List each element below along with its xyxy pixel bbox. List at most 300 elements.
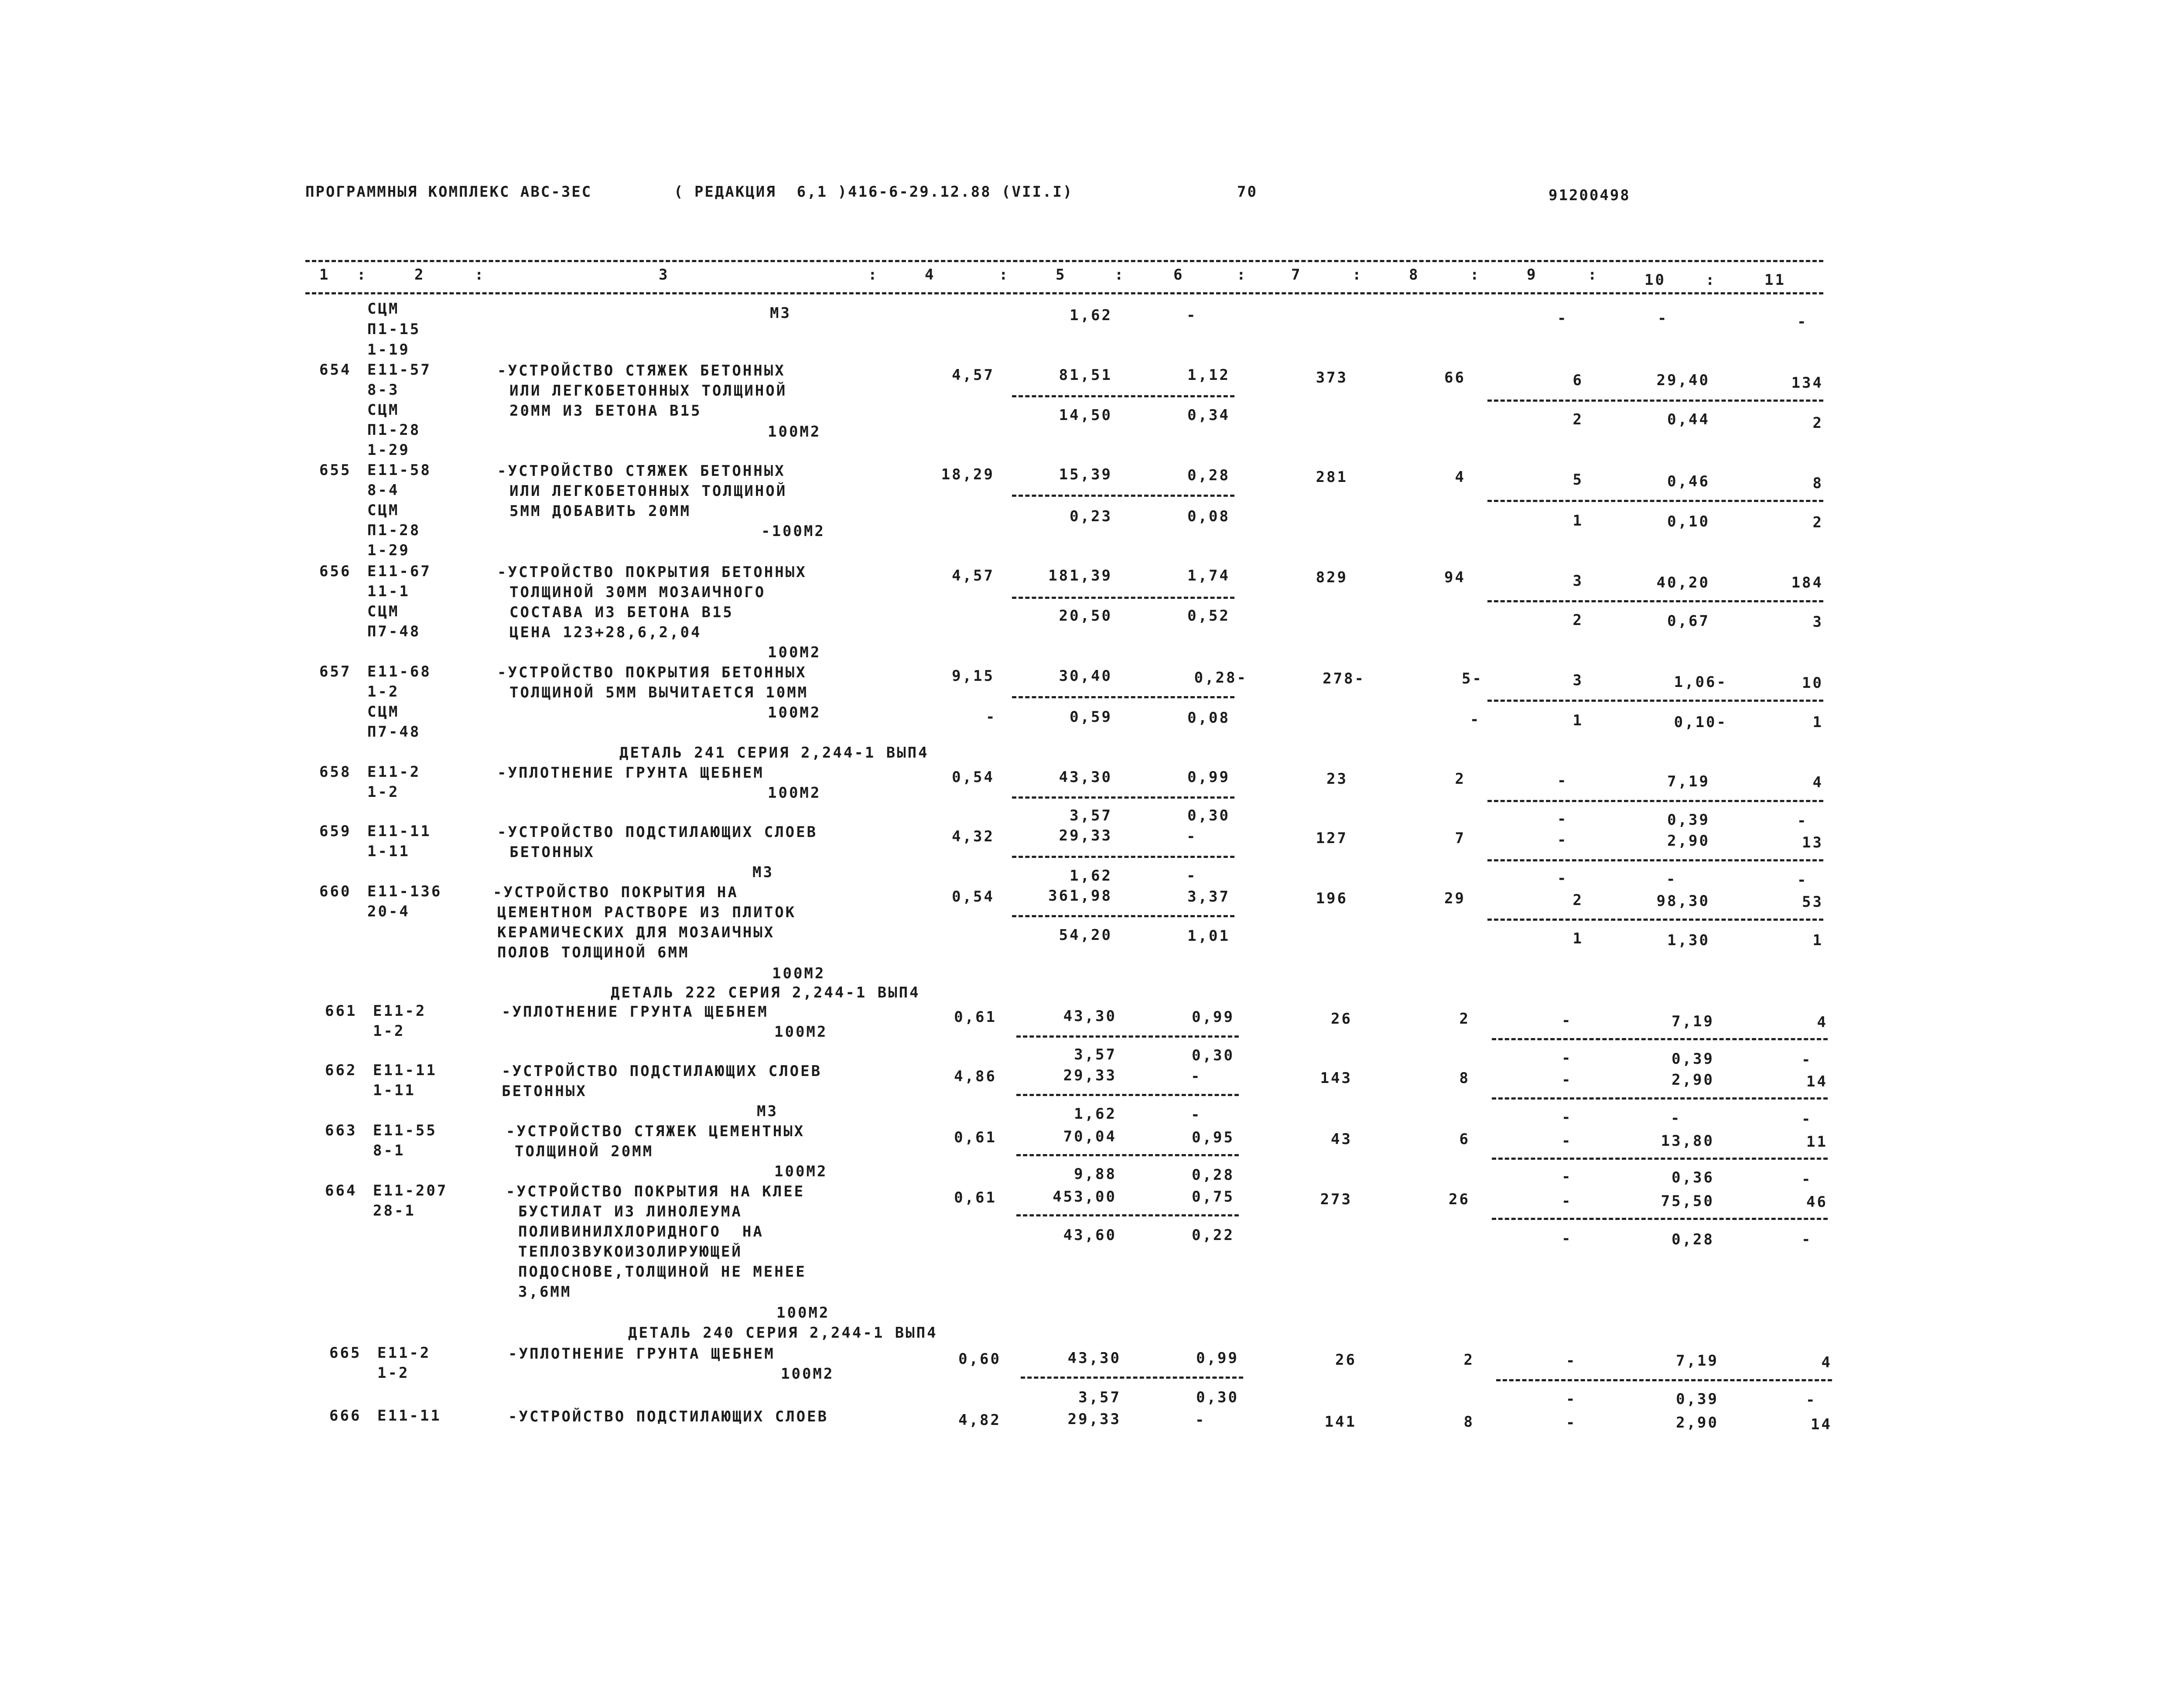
value-col6: 0,28: [1187, 467, 1230, 484]
value-col5: 29,33: [1063, 1067, 1117, 1084]
value-col6: 1,12: [1187, 366, 1230, 384]
value-col9: -: [1562, 1071, 1573, 1089]
value-col6: 0,28: [1192, 1166, 1234, 1184]
code-line: П1-28: [367, 522, 421, 539]
value-col11: 2: [1812, 414, 1823, 432]
value-col5: 15,39: [1059, 466, 1112, 483]
value-col9: 2: [1573, 892, 1583, 909]
value-col5: 54,20: [1059, 926, 1112, 944]
code-line: 1-19: [367, 341, 410, 359]
value-col6: -: [1191, 1068, 1202, 1085]
subtotal-rule: [1012, 696, 1234, 698]
value-col10: -: [1666, 871, 1677, 888]
value-col11: -: [1802, 1171, 1812, 1188]
row-number: 654: [319, 361, 352, 379]
description-line: -УСТРОЙСТВО ПОДСТИЛАЮЩИХ СЛОЕВ: [497, 823, 818, 841]
row-number: 661: [325, 1002, 357, 1020]
value-col10: 29,40: [1656, 372, 1710, 389]
description-line: -УПЛОТНЕНИЕ ГРУНТА ЩЕБНЕМ: [497, 764, 764, 782]
subtotal-rule: [1487, 400, 1823, 402]
description-line: ТОЛЩИНОЙ 20ММ: [515, 1143, 654, 1160]
subtotal-rule: [1016, 1214, 1239, 1216]
value-col10: 7,19: [1676, 1352, 1719, 1370]
column-number: 9: [1527, 266, 1538, 284]
description-line: 3,6ММ: [518, 1283, 572, 1301]
description-line: ТОЛЩИНОЙ 30ММ МОЗАИЧНОГО: [509, 584, 766, 601]
code-line: 1-11: [373, 1082, 416, 1099]
code-line: Е11-11: [367, 823, 431, 840]
description-line: -УПЛОТНЕНИЕ ГРУНТА ЩЕБНЕМ: [502, 1003, 769, 1021]
value-col5: 1,62: [1070, 307, 1112, 324]
column-separator: :: [1352, 266, 1363, 284]
value-col4: 18,29: [941, 466, 995, 483]
subtotal-rule: [1016, 1094, 1239, 1096]
value-col9: -: [1562, 1049, 1573, 1067]
value-col6: 3,37: [1187, 888, 1230, 905]
code-line: 8-1: [373, 1142, 405, 1159]
column-separator: :: [357, 266, 368, 284]
unit: 100М2: [776, 1304, 830, 1322]
value-col10: 7,19: [1667, 773, 1710, 790]
code-line: П1-15: [367, 321, 421, 338]
value-col11: 14: [1811, 1416, 1832, 1433]
code-line: 1-2: [367, 683, 400, 700]
value-col11: 13: [1802, 834, 1823, 851]
value-col8: -: [1470, 711, 1481, 728]
value-col10: 7,19: [1672, 1013, 1714, 1030]
value-col4: 0,54: [952, 888, 995, 905]
value-col11: 10: [1802, 674, 1823, 692]
value-col7: 26: [1335, 1351, 1357, 1369]
value-col5: 3,57: [1078, 1389, 1121, 1406]
value-col5: 3,57: [1074, 1046, 1117, 1063]
row-number: 666: [329, 1407, 362, 1424]
value-col11: -: [1802, 1051, 1812, 1069]
value-col5: 30,40: [1059, 667, 1112, 685]
subtotal-rule: [1012, 597, 1234, 599]
value-col6: 0,08: [1187, 508, 1230, 525]
description-line: ЦЕМЕНТНОМ РАСТВОРЕ ИЗ ПЛИТОК: [497, 904, 797, 921]
value-col4: 9,15: [952, 667, 995, 685]
code-line: 1-2: [377, 1364, 410, 1382]
value-col10: 0,39: [1667, 811, 1710, 829]
code-line: П1-28: [367, 421, 421, 439]
value-col5: 29,33: [1067, 1411, 1121, 1428]
value-col8: 8: [1463, 1413, 1474, 1431]
code-line: П7-48: [367, 623, 421, 640]
value-col5: 361,98: [1048, 887, 1112, 905]
value-col6: 0,30: [1196, 1389, 1239, 1406]
value-col9: -: [1557, 310, 1568, 327]
value-col5: 43,30: [1059, 769, 1112, 786]
unit: 100М2: [768, 423, 821, 441]
section-heading: ДЕТАЛЬ 240 СЕРИЯ 2,244-1 ВЫП4: [628, 1324, 938, 1342]
value-col10: 0,44: [1667, 411, 1710, 428]
program-title: ПРОГРАММНЫЯ КОМПЛЕКС АВС-3ЕС: [305, 183, 592, 201]
row-number: 660: [319, 883, 352, 900]
value-col8: 2: [1455, 770, 1466, 788]
value-col11: 1: [1812, 714, 1823, 731]
value-col7: 127: [1316, 830, 1348, 847]
value-col10: 13,80: [1661, 1132, 1714, 1150]
code-line: Е11-57: [367, 361, 431, 379]
value-col6: 0,95: [1192, 1129, 1234, 1146]
value-col10: -: [1658, 310, 1668, 327]
row-number: 655: [319, 461, 352, 479]
description-line: -УСТРОЙСТВО ПОКРЫТИЯ БЕТОННЫХ: [497, 564, 807, 581]
value-col5: 43,60: [1063, 1226, 1117, 1244]
value-col6: -: [1186, 867, 1197, 885]
row-number: 657: [319, 663, 352, 680]
value-col7: 143: [1320, 1069, 1352, 1087]
value-col6: 1,01: [1187, 927, 1230, 945]
row-number: 659: [319, 823, 352, 840]
unit: 100М2: [774, 1023, 828, 1041]
value-col4: 4,32: [952, 828, 995, 845]
value-col11: -: [1802, 1110, 1812, 1128]
description-line: -УСТРОЙСТВО ПОКРЫТИЯ НА КЛЕЕ: [506, 1183, 805, 1200]
description-line: ТЕПЛОЗВУКОИЗОЛИРУЮЩЕЙ: [518, 1243, 742, 1261]
code-line: Е11-207: [373, 1182, 448, 1199]
subtotal-rule: [1012, 915, 1234, 917]
column-separator: :: [999, 266, 1010, 284]
subtotal-rule: [1487, 600, 1823, 602]
value-col11: 46: [1806, 1193, 1828, 1211]
value-col5: 43,30: [1063, 1008, 1117, 1025]
subtotal-rule: [1487, 919, 1823, 921]
value-col8: 4: [1455, 468, 1466, 486]
value-col6: 0,30: [1192, 1047, 1234, 1064]
value-col9: 2: [1573, 611, 1583, 629]
subtotal-rule: [1012, 796, 1234, 799]
value-col10: 0,28: [1672, 1231, 1714, 1248]
column-number: 1: [319, 266, 330, 284]
unit: 100М2: [774, 1163, 828, 1180]
row-number: 656: [319, 563, 352, 580]
value-col10: 0,10-: [1674, 714, 1727, 731]
unit: 100М2: [781, 1365, 834, 1383]
value-col5: 9,88: [1074, 1165, 1117, 1183]
subtotal-rule: [1492, 1097, 1828, 1100]
value-col11: 134: [1791, 374, 1823, 392]
value-col10: 98,30: [1656, 892, 1710, 910]
column-separator: :: [1706, 271, 1716, 289]
code-line: 8-3: [367, 381, 400, 399]
code-line: Е11-2: [373, 1002, 427, 1020]
value-col10: 2,90: [1676, 1414, 1719, 1431]
value-col8: 66: [1444, 369, 1466, 386]
description-line: ЦЕНА 123+28,6,2,04: [509, 624, 702, 641]
value-col6: 0,34: [1187, 407, 1230, 424]
value-col7: 829: [1316, 569, 1348, 586]
subtotal-rule: [1012, 395, 1234, 397]
code-line: Е11-68: [367, 663, 431, 680]
value-col6: 0,99: [1187, 769, 1230, 786]
unit: -100М2: [761, 523, 825, 540]
value-col10: 0,67: [1667, 612, 1710, 630]
column-separator: :: [1588, 266, 1599, 284]
value-col9: 6: [1573, 372, 1583, 389]
value-col9: -: [1562, 1230, 1573, 1247]
value-col11: 1: [1812, 932, 1823, 949]
value-col4: -: [986, 708, 997, 726]
value-col9: -: [1566, 1352, 1577, 1370]
value-col8: 6: [1459, 1131, 1470, 1148]
value-col6: -: [1195, 1411, 1206, 1429]
page-number: 70: [1237, 183, 1258, 201]
subtotal-rule: [1487, 859, 1823, 861]
code-line: 11-1: [367, 583, 410, 600]
subtotal-rule: [1492, 1158, 1828, 1160]
section-heading: ДЕТАЛЬ 241 СЕРИЯ 2,244-1 ВЫП4: [619, 744, 929, 762]
description-line: КЕРАМИЧЕСКИХ ДЛЯ МОЗАИЧНЫХ: [497, 924, 775, 941]
description-line: БУСТИЛАТ ИЗ ЛИНОЛЕУМА: [518, 1203, 742, 1220]
value-col4: 0,61: [954, 1129, 997, 1146]
description-line: ПОЛОВ ТОЛЩИНОЙ 6ММ: [497, 944, 690, 961]
value-col9: -: [1557, 810, 1568, 828]
header-rule-bottom: [305, 292, 1823, 294]
value-col10: 2,90: [1672, 1071, 1714, 1089]
value-col11: 3: [1812, 613, 1823, 631]
subtotal-rule: [1496, 1379, 1832, 1381]
section-heading: ДЕТАЛЬ 222 СЕРИЯ 2,244-1 ВЫП4: [611, 984, 920, 1001]
value-col4: 4,82: [958, 1411, 1001, 1429]
value-col8: 29: [1444, 890, 1466, 907]
code-line: Е11-2: [377, 1344, 431, 1362]
value-col8: 94: [1444, 569, 1466, 586]
code-line: Е11-67: [367, 563, 431, 580]
value-col10: -: [1671, 1110, 1682, 1127]
unit: М3: [770, 304, 791, 322]
column-number: 8: [1409, 266, 1420, 284]
description-line: -УСТРОЙСТВО СТЯЖЕК БЕТОННЫХ: [497, 362, 786, 379]
value-col6: 0,28-: [1194, 669, 1248, 687]
value-col11: -: [1802, 1231, 1812, 1248]
description-line: ТОЛЩИНОЙ 5ММ ВЫЧИТАЕТСЯ 10ММ: [509, 684, 809, 701]
value-col6: 0,99: [1196, 1349, 1239, 1367]
code-line: СЦМ: [367, 300, 400, 318]
code-line: 28-1: [373, 1202, 416, 1220]
column-number: 5: [1056, 266, 1067, 284]
value-col5: 43,30: [1067, 1349, 1121, 1367]
value-col9: -: [1562, 1168, 1573, 1185]
value-col4: 4,57: [952, 567, 995, 584]
description-line: -УСТРОЙСТВО СТЯЖЕК ЦЕМЕНТНЫХ: [506, 1123, 805, 1140]
value-col9: -: [1557, 870, 1568, 887]
description-line: БЕТОННЫХ: [502, 1083, 587, 1100]
value-col8: 8: [1459, 1069, 1470, 1087]
description-line: ПОДОСНОВЕ,ТОЛЩИНОЙ НЕ МЕНЕЕ: [518, 1263, 807, 1281]
value-col11: 11: [1806, 1133, 1828, 1151]
value-col7: 373: [1316, 369, 1348, 386]
row-number: 662: [325, 1062, 357, 1079]
value-col5: 0,59: [1070, 708, 1112, 726]
value-col4: 4,86: [954, 1068, 997, 1085]
value-col6: 1,74: [1187, 567, 1230, 584]
value-col5: 70,04: [1063, 1128, 1117, 1145]
column-number: 3: [659, 266, 670, 284]
subtotal-rule: [1016, 1154, 1239, 1156]
value-col5: 3,57: [1070, 807, 1112, 824]
column-separator: :: [1470, 266, 1481, 284]
code-line: 1-2: [367, 783, 400, 801]
value-col7: 281: [1316, 468, 1348, 486]
value-col10: 75,50: [1661, 1192, 1714, 1210]
code-line: 8-4: [367, 482, 400, 499]
value-col5: 81,51: [1059, 366, 1112, 384]
unit: М3: [757, 1103, 778, 1120]
value-col11: 4: [1812, 774, 1823, 791]
value-col6: 0,30: [1187, 807, 1230, 824]
value-col11: -: [1797, 812, 1808, 830]
code-line: 20-4: [367, 903, 410, 920]
code-line: Е11-2: [367, 763, 421, 781]
value-col6: 0,99: [1192, 1008, 1234, 1026]
code-line: СЦМ: [367, 703, 400, 721]
value-col9: -: [1557, 772, 1568, 789]
unit: 100М2: [768, 644, 821, 661]
value-col10: 0,39: [1676, 1390, 1719, 1408]
value-col8: 7: [1455, 830, 1466, 847]
value-col10: 1,30: [1667, 932, 1710, 949]
value-col10: 0,39: [1672, 1050, 1714, 1068]
value-col9: 3: [1573, 672, 1583, 689]
value-col6: -: [1191, 1106, 1202, 1124]
code-line: СЦМ: [367, 502, 400, 519]
subtotal-rule: [1021, 1377, 1243, 1379]
description-line: ПОЛИВИНИЛХЛОРИДНОГО НА: [518, 1223, 764, 1240]
row-number: 665: [329, 1344, 362, 1362]
code-line: 1-29: [367, 542, 410, 559]
value-col5: 1,62: [1074, 1105, 1117, 1123]
subtotal-rule: [1492, 1038, 1828, 1040]
description-line: -УПЛОТНЕНИЕ ГРУНТА ЩЕБНЕМ: [508, 1345, 775, 1363]
value-col9: 1: [1573, 712, 1583, 729]
value-col11: 14: [1806, 1073, 1828, 1090]
value-col11: 4: [1821, 1354, 1832, 1371]
subtotal-rule: [1487, 500, 1823, 502]
column-number: 4: [925, 266, 936, 284]
subtotal-rule: [1012, 495, 1234, 497]
description-line: -УСТРОЙСТВО ПОДСТИЛАЮЩИХ СЛОЕВ: [508, 1408, 829, 1425]
value-col5: 20,50: [1059, 607, 1112, 625]
subtotal-rule: [1016, 1035, 1239, 1038]
value-col7: 141: [1324, 1413, 1357, 1431]
value-col9: 5: [1573, 471, 1583, 488]
unit: 100М2: [772, 965, 826, 982]
edition-info: ( РЕДАКЦИЯ 6,1 )416-6-29.12.88 (VII.I): [674, 183, 1073, 201]
value-col5: 1,62: [1070, 867, 1112, 885]
value-col5: 453,00: [1053, 1188, 1117, 1206]
subtotal-rule: [1012, 856, 1234, 858]
value-col9: 1: [1573, 930, 1583, 947]
value-col9: 2: [1573, 411, 1583, 428]
description-line: БЕТОННЫХ: [509, 844, 595, 861]
subtotal-rule: [1487, 700, 1823, 702]
value-col9: 3: [1573, 572, 1583, 590]
value-col9: -: [1562, 1192, 1573, 1210]
value-col6: 0,52: [1187, 607, 1230, 625]
value-col5: 0,23: [1070, 508, 1112, 525]
value-col6: 0,22: [1192, 1226, 1234, 1244]
value-col11: 8: [1812, 475, 1823, 492]
value-col6: -: [1186, 828, 1197, 845]
value-col7: 26: [1331, 1010, 1352, 1028]
column-number: 6: [1173, 266, 1184, 284]
value-col7: 43: [1331, 1131, 1352, 1148]
code-line: СЦМ: [367, 401, 400, 419]
code-line: Е11-11: [373, 1062, 437, 1079]
value-col7: 196: [1316, 890, 1348, 907]
value-col8: 2: [1459, 1010, 1470, 1028]
subtotal-rule: [1492, 1218, 1828, 1220]
document-number: 91200498: [1549, 187, 1631, 204]
description-line: ИЛИ ЛЕГКОБЕТОННЫХ ТОЛЩИНОЙ: [509, 482, 787, 500]
value-col11: -: [1806, 1391, 1817, 1409]
value-col4: 0,61: [954, 1189, 997, 1206]
code-line: СЦМ: [367, 603, 400, 620]
code-line: Е11-136: [367, 883, 442, 900]
code-line: Е11-11: [377, 1407, 441, 1424]
header-rule-top: [305, 260, 1823, 262]
value-col11: 53: [1802, 893, 1823, 911]
value-col6: 0,08: [1187, 709, 1230, 727]
value-col6: -: [1186, 307, 1197, 324]
value-col7: 23: [1326, 770, 1348, 788]
column-number: 2: [414, 266, 425, 284]
unit: 100М2: [768, 784, 821, 802]
code-line: 1-29: [367, 441, 410, 459]
value-col9: -: [1562, 1109, 1573, 1126]
value-col8: 5-: [1462, 670, 1483, 687]
value-col4: 0,54: [952, 769, 995, 786]
value-col10: 0,36: [1672, 1169, 1714, 1186]
value-col9: -: [1566, 1414, 1577, 1431]
value-col4: 0,61: [954, 1008, 997, 1026]
description-line: СОСТАВА ИЗ БЕТОНА В15: [509, 604, 734, 621]
unit: 100М2: [768, 704, 821, 721]
column-separator: :: [1114, 266, 1125, 284]
subtotal-rule: [1487, 800, 1823, 802]
value-col5: 181,39: [1048, 567, 1112, 584]
value-col10: 2,90: [1667, 832, 1710, 850]
description-line: -УСТРОЙСТВО ПОДСТИЛАЮЩИХ СЛОЕВ: [502, 1062, 822, 1080]
value-col11: 184: [1791, 574, 1823, 591]
value-col11: 4: [1817, 1014, 1828, 1031]
value-col9: -: [1557, 831, 1568, 849]
code-line: 1-11: [367, 843, 410, 860]
value-col10: 40,20: [1656, 574, 1710, 591]
column-number: 10: [1644, 271, 1666, 289]
description-line: 20ММ ИЗ БЕТОНА В15: [509, 402, 702, 420]
description-line: -УСТРОЙСТВО ПОКРЫТИЯ БЕТОННЫХ: [497, 664, 807, 681]
value-col4: 0,60: [958, 1350, 1001, 1368]
value-col7: 278-: [1323, 670, 1365, 687]
value-col11: -: [1797, 871, 1808, 889]
code-line: 1-2: [373, 1022, 405, 1040]
value-col11: -: [1797, 313, 1808, 331]
unit: М3: [752, 864, 774, 881]
value-col10: 0,46: [1667, 473, 1710, 490]
column-number: 11: [1764, 271, 1786, 289]
code-line: Е11-58: [367, 461, 431, 479]
value-col5: 29,33: [1059, 827, 1112, 844]
description-line: 5ММ ДОБАВИТЬ 20ММ: [509, 502, 691, 520]
value-col7: 273: [1320, 1191, 1352, 1208]
value-col10: 0,10: [1667, 513, 1710, 530]
description-line: ИЛИ ЛЕГКОБЕТОННЫХ ТОЛЩИНОЙ: [509, 382, 787, 400]
value-col8: 2: [1463, 1351, 1474, 1369]
